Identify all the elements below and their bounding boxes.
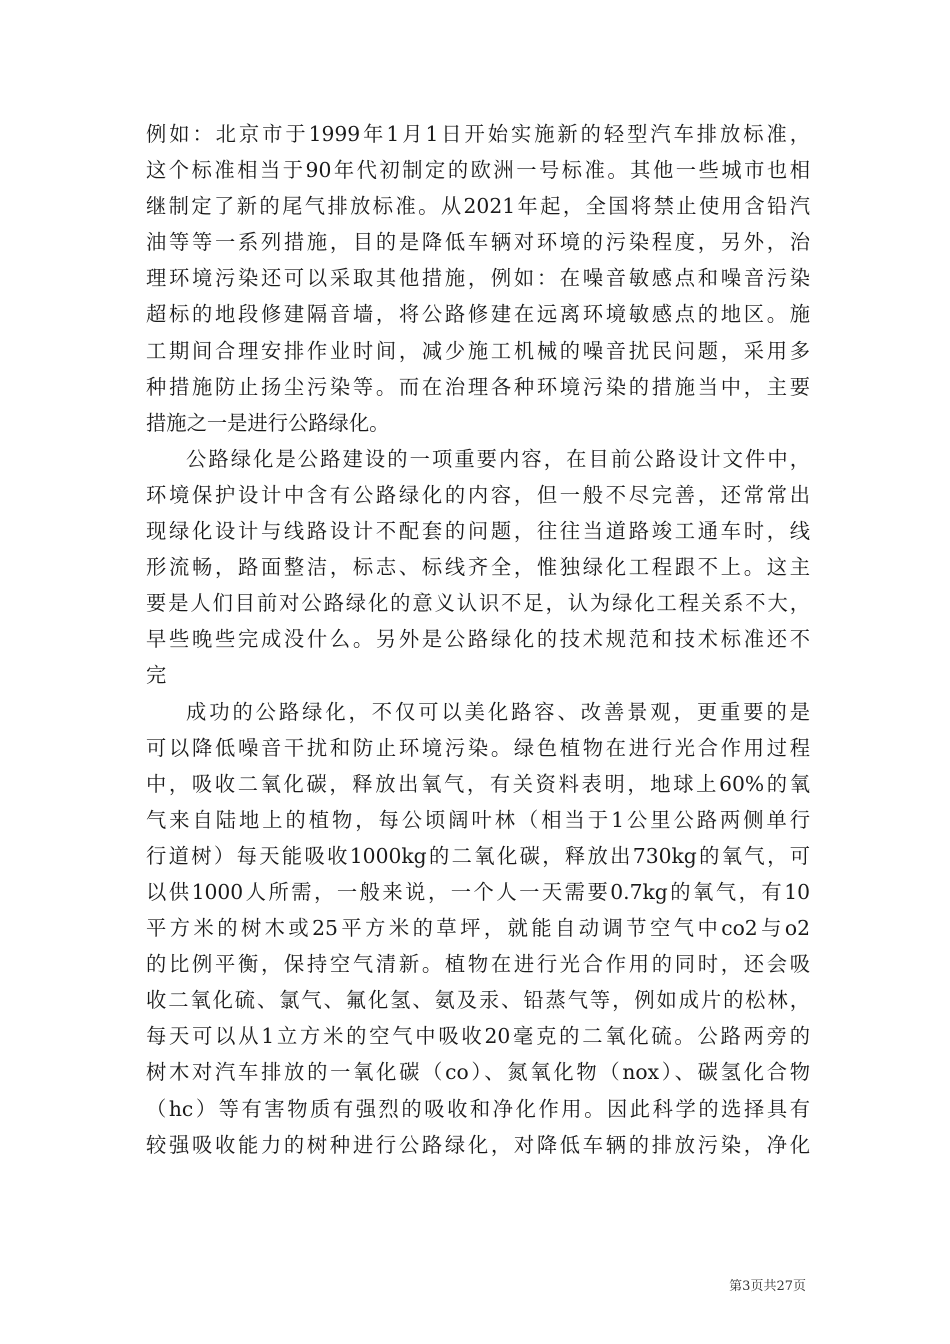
text-line: 平方米的树木或25平方米的草坪，就能自动调节空气中co2与o2 <box>146 916 810 941</box>
text-line: 完 <box>146 663 167 688</box>
text-line: 成功的公路绿化，不仅可以美化路容、改善景观，更重要的是 <box>186 699 810 724</box>
text-line: 油等等一系列措施，目的是降低车辆对环境的污染程度，另外，治 <box>146 230 810 255</box>
paragraph-2 <box>146 441 810 694</box>
text-line: 树木对汽车排放的一氧化碳（co）、氮氧化物（nox）、碳氢化合物 <box>146 1060 810 1085</box>
text-line: （hc）等有害物质有强烈的吸收和净化作用。因此科学的选择具有 <box>146 1096 810 1121</box>
page-number: 第3页共27页 <box>729 1279 806 1294</box>
text-line: 气来自陆地上的植物，每公顷阔叶林（相当于1公里公路两侧单行 <box>146 807 810 832</box>
text-line: 理环境污染还可以采取其他措施，例如：在噪音敏感点和噪音污染 <box>146 266 810 291</box>
text-line: 较强吸收能力的树种进行公路绿化，对降低车辆的排放污染，净化 <box>146 1132 810 1157</box>
text-line: 中，吸收二氧化碳，释放出氧气，有关资料表明，地球上60%的氧 <box>146 771 810 796</box>
text-line: 早些晚些完成没什么。另外是公路绿化的技术规范和技术标准还不 <box>146 627 810 652</box>
text-line: 超标的地段修建隔音墙，将公路修建在远离环境敏感点的地区。施 <box>146 302 810 327</box>
text-line: 环境保护设计中含有公路绿化的内容，但一般不尽完善，还常常出 <box>146 482 810 507</box>
text-line: 行道树）每天能吸收1000kg的二氧化碳，释放出730kg的氧气，可 <box>146 843 810 868</box>
text-line: 种措施防止扬尘污染等。而在治理各种环境污染的措施当中，主要 <box>146 374 810 399</box>
paragraph-1 <box>146 116 810 441</box>
paragraph-3 <box>146 694 810 1163</box>
text-line: 形流畅，路面整洁，标志、标线齐全，惟独绿化工程跟不上。这主 <box>146 555 810 580</box>
text-line: 例如：北京市于1999年1月1日开始实施新的轻型汽车排放标准， <box>146 122 810 146</box>
text-line: 公路绿化是公路建设的一项重要内容，在目前公路设计文件中， <box>186 446 810 471</box>
text-line: 措施之一是进行公路绿化。 <box>146 410 390 435</box>
body-text <box>146 116 810 1163</box>
text-line: 可以降低噪音干扰和防止环境污染。绿色植物在进行光合作用过程 <box>146 735 810 760</box>
text-line: 的比例平衡，保持空气清新。植物在进行光合作用的同时，还会吸 <box>146 952 810 977</box>
text-line: 工期间合理安排作业时间，减少施工机械的噪音扰民问题，采用多 <box>146 338 810 363</box>
text-line: 收二氧化硫、氯气、氟化氢、氨及汞、铅蒸气等，例如成片的松林， <box>146 988 810 1013</box>
text-line: 要是人们目前对公路绿化的意义认识不足，认为绿化工程关系不大， <box>146 591 810 616</box>
text-line: 继制定了新的尾气排放标准。从2021年起，全国将禁止使用含铅汽 <box>146 194 810 219</box>
text-line: 以供1000人所需，一般来说，一个人一天需要0.7kg的氧气，有10 <box>146 879 810 904</box>
text-line: 现绿化设计与线路设计不配套的问题，往往当道路竣工通车时，线 <box>146 519 810 544</box>
text-line: 这个标准相当于90年代初制定的欧洲一号标准。其他一些城市也相 <box>146 158 810 183</box>
text-line: 每天可以从1立方米的空气中吸收20毫克的二氧化硫。公路两旁的 <box>146 1024 810 1049</box>
